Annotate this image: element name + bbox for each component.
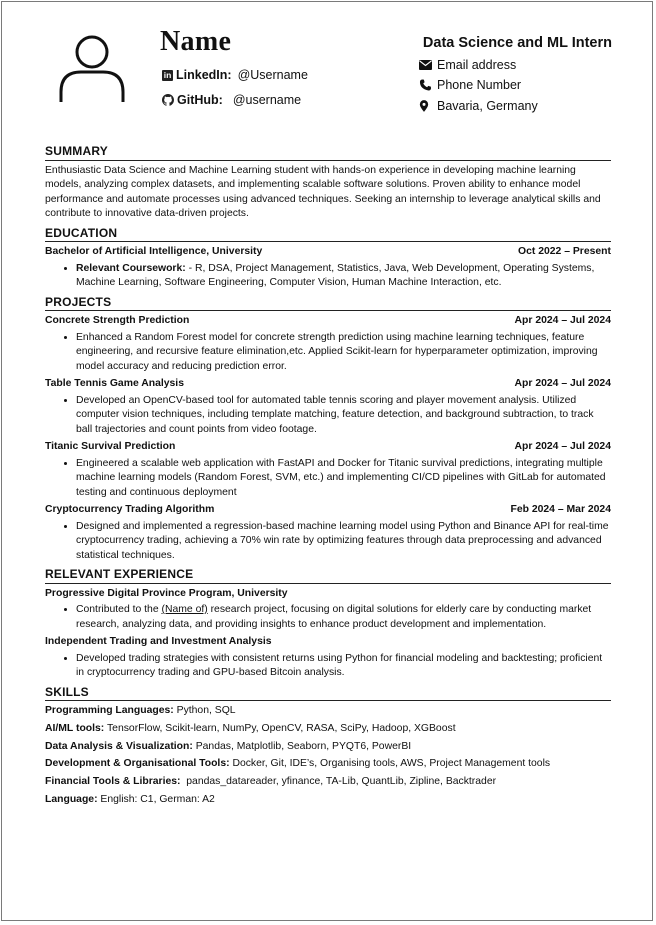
project-bullet: • Enhanced a Random Forest model for concrete strength prediction using machine learning techniques, feature engineering, and recursive feature elimination,etc. Applied Scikit-learn for hyperparameter optimization, improving model accuracy and reducing prediction error. xyxy=(76,331,611,375)
target-role: Data Science and ML Intern xyxy=(422,35,612,51)
skill-label: Data Analysis & Visualization: xyxy=(45,740,193,752)
project-dates: Apr 2024 – Jul 2024 xyxy=(514,315,611,326)
location-line xyxy=(419,99,538,113)
skill-value: TensorFlow, Scikit-learn, NumPy, OpenCV, RASA, SciPy, Hadoop, XGBoost xyxy=(104,722,456,734)
experience-bullets xyxy=(45,603,611,632)
project-name: Table Tennis Game Analysis xyxy=(45,378,184,389)
phone-number[interactable]: Phone Number xyxy=(437,78,522,92)
experience-heading: RELEVANT EXPERIENCE xyxy=(45,567,611,584)
skill-value: Docker, Git, IDE’s, Organising tools, AWS, Project Management tools xyxy=(229,758,551,770)
skill-label: AI/ML tools: xyxy=(45,722,105,734)
project-bullet: • Designed and implemented a regression-based machine learning model using Python and Binance API for real-time cryptocurrency trading, achieving a 70% win rate by optimizing features through data preprocessing and advanced statistical techniques. xyxy=(76,520,611,564)
skill-label: Development & Organisational Tools: xyxy=(45,758,230,770)
map-pin-icon xyxy=(419,100,429,112)
project-name: Cryptocurrency Trading Algorithm xyxy=(45,504,215,515)
github-label: GitHub: xyxy=(177,93,223,107)
skill-label: Programming Languages: xyxy=(45,705,174,716)
email-line[interactable] xyxy=(419,58,516,72)
project-row xyxy=(45,440,611,455)
github-line[interactable] xyxy=(162,93,301,107)
project-bullets xyxy=(45,520,611,564)
skill-line xyxy=(45,775,611,790)
project-bullets xyxy=(45,457,611,501)
project-row xyxy=(45,377,611,392)
project-bullets xyxy=(45,331,611,375)
project-dates: Apr 2024 – Jul 2024 xyxy=(514,441,611,452)
linkedin-handle[interactable]: @Username xyxy=(237,68,308,82)
coursework-item xyxy=(76,262,611,291)
project-row xyxy=(45,503,611,518)
skill-line xyxy=(45,722,611,737)
skill-value: pandas_datareader, yfinance, TA-Lib, QuantLib, Zipline, Backtrader xyxy=(180,776,497,788)
experience-bullet: • Developed trading strategies with consistent returns using Python for financial modeling and backtesting; proficient in cryptocurrency trading and GPU-based Bitcoin analysis. xyxy=(76,652,611,681)
project-bullet: • Developed an OpenCV-based tool for automated table tennis scoring and player movement analysis. Utilized computer vision techniques, including template matching, feature detection, and background subtraction, to track ball trajectories and count points from video footage. xyxy=(76,394,611,438)
experience-name: Progressive Digital Province Program, University xyxy=(45,587,288,599)
experience-row xyxy=(45,635,611,650)
summary-heading: SUMMARY xyxy=(45,144,611,161)
coursework-label: Relevant Coursework: xyxy=(76,262,186,274)
location-text: Bavaria, Germany xyxy=(437,99,538,113)
education-bullets xyxy=(45,262,611,291)
skills-heading: SKILLS xyxy=(45,685,611,702)
envelope-icon xyxy=(419,59,432,71)
project-bullet: • Engineered a scalable web application with FastAPI and Docker for Titanic survival predictions, integrating multiple machine learning models (Random Forest, SVM, etc.) and implementing CI/CD pipelines with GitLab for automated testing and continuous deployment xyxy=(76,457,611,501)
email-address[interactable]: Email address xyxy=(437,58,517,72)
experience-row xyxy=(45,587,611,602)
phone-icon xyxy=(419,79,432,91)
coursework-text: - R, DSA, Project Management, Statistics, Java, Web Development, Operating Systems, Machine Learning, Software Engineering, Computer Vision, Human Machine Interaction, etc. xyxy=(76,262,595,288)
skill-value: Pandas, Matplotlib, Seaborn, PYQT6, PowerBI xyxy=(192,740,412,752)
linkedin-line[interactable] xyxy=(162,68,308,82)
education-dates: Oct 2022 – Present xyxy=(518,246,611,257)
project-dates: Feb 2024 – Mar 2024 xyxy=(510,504,611,515)
degree-title: Bachelor of Artificial Intelligence, University xyxy=(45,246,263,257)
experience-text-post: research project, focusing on digital solutions for elderly care by conducting market research, analyzing data, and providing insights to enhance product development and implementation. xyxy=(76,604,592,630)
experience-bullets xyxy=(45,652,611,681)
candidate-name: Name xyxy=(160,26,232,57)
skill-value: English: C1, German: A2 xyxy=(97,793,215,805)
skill-line xyxy=(45,793,611,808)
phone-line[interactable] xyxy=(419,78,521,92)
education-heading: EDUCATION xyxy=(45,226,611,243)
github-handle[interactable]: @username xyxy=(232,93,302,107)
linkedin-icon: in xyxy=(163,69,172,80)
skill-line xyxy=(45,757,611,772)
experience-name: Independent Trading and Investment Analysis xyxy=(45,636,272,647)
github-icon xyxy=(162,94,174,106)
experience-bullet xyxy=(76,603,611,632)
skill-line xyxy=(45,740,611,755)
resume-page xyxy=(1,1,653,921)
skill-value: Python, SQL xyxy=(173,705,236,716)
project-name: Titanic Survival Prediction xyxy=(45,441,176,452)
project-name-link[interactable]: (Name of) xyxy=(161,604,208,615)
experience-text-pre: Contributed to the xyxy=(76,604,162,615)
project-dates: Apr 2024 – Jul 2024 xyxy=(514,378,611,389)
skill-line xyxy=(45,704,611,719)
summary-text: Enthusiastic Data Science and Machine Learning student with hands-on experience in developing machine learning models, analyzing complex datasets, and implementing scalable software solutions. Proven ability to enhance model performance and automate processes using advanced techniques. Seeking an internship to leverage analytical skills and contribute to innovative data-driven projects. xyxy=(45,164,601,219)
skill-label: Language: xyxy=(45,793,98,805)
project-name: Concrete Strength Prediction xyxy=(45,315,190,326)
project-bullets xyxy=(45,394,611,438)
projects-heading: PROJECTS xyxy=(45,295,611,312)
linkedin-label: LinkedIn: xyxy=(176,68,232,82)
resume-body xyxy=(45,144,611,811)
skill-label: Financial Tools & Libraries: xyxy=(45,776,181,788)
project-row xyxy=(45,314,611,329)
person-outline-icon xyxy=(57,32,127,104)
education-row xyxy=(45,245,611,260)
